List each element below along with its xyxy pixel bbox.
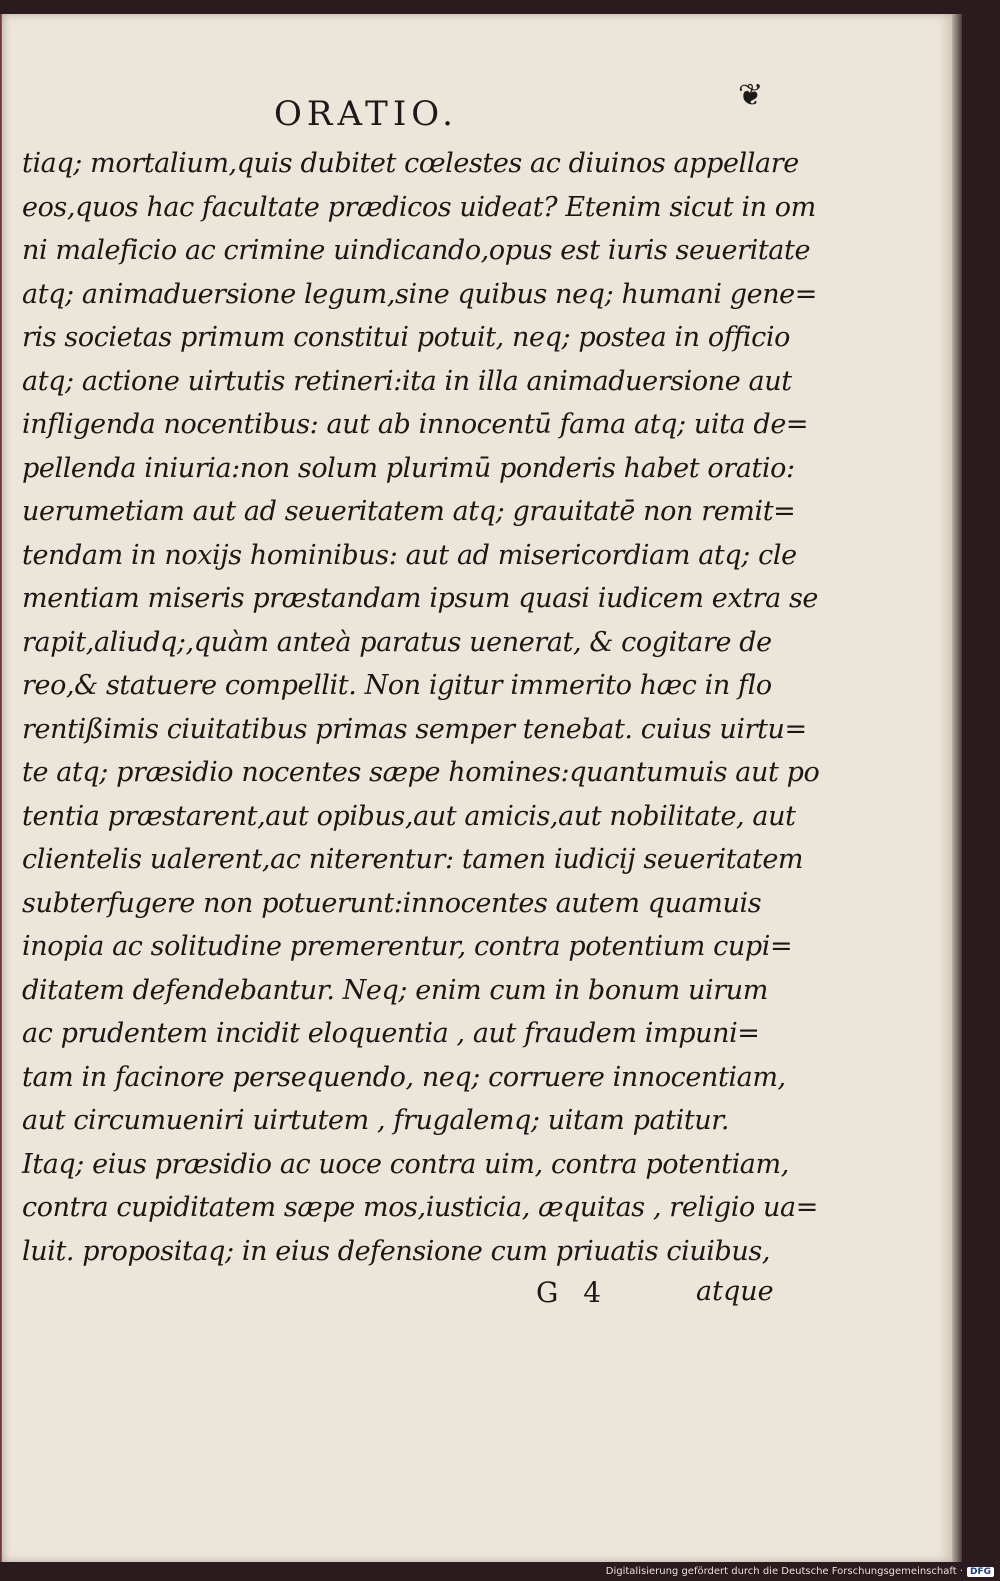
catchword: atque <box>696 1276 774 1307</box>
text-line: rentißimis ciuitatibus primas semper tenebat. cuius uirtu= <box>22 713 807 745</box>
text-line: infligenda nocentibus: aut ab innocentū fama atq; uita de= <box>22 409 809 440</box>
text-line: rapit,aliudq;,quàm anteà paratus uenerat, & cogitare de <box>22 626 772 658</box>
footer-credit-text: Digitalisierung gefördert durch die Deutsche Forschungsgemeinschaft · <box>605 1566 963 1577</box>
text-line: Itaq; eius præsidio ac uoce contra uim, contra potentiam, <box>22 1148 789 1180</box>
text-line: inopia ac solitudine premerentur, contra potentium cupi= <box>22 931 793 962</box>
text-line: te atq; præsidio nocentes sæpe homines:quantumuis aut po <box>22 757 820 788</box>
text-line: eos,quos hac facultate prædicos uideat? Etenim sicut in om <box>22 191 816 223</box>
footer-credit <box>606 1566 994 1577</box>
text-line: luit. propositaq; in eius defensione cum priuatis ciuibus, <box>22 1235 771 1267</box>
dfg-logo: DFG <box>967 1567 994 1577</box>
running-head: ORATIO. <box>274 94 458 134</box>
text-line: pellenda iniuria:non solum plurimū ponderis habet oratio: <box>22 452 795 484</box>
fleuron-ornament: ❦ <box>738 78 764 113</box>
text-line: ris societas primum constitui potuit, neq; postea in officio <box>22 322 790 353</box>
text-line: clientelis ualerent,ac niterentur: tamen iudicij seueritatem <box>22 844 804 875</box>
text-line: reo,& statuere compellit. Non igitur immerito hæc in flo <box>22 670 772 701</box>
text-line: tendam in noxijs hominibus: aut ad misericordiam atq; cle <box>22 539 797 571</box>
book-page <box>2 14 952 1562</box>
text-line: ni maleficio ac crimine uindicando,opus est iuris seueritate <box>22 235 811 266</box>
text-line: ac prudentem incidit eloquentia , aut fraudem impuni= <box>22 1018 760 1049</box>
page-edge-shadow <box>952 14 962 1562</box>
text-block <box>22 142 820 1273</box>
text-line: contra cupiditatem sæpe mos,iusticia, æquitas , religio ua= <box>22 1192 818 1223</box>
text-line: mentiam miseris præstandam ipsum quasi iudicem extra se <box>22 583 819 614</box>
text-line: tentia præstarent,aut opibus,aut amicis,aut nobilitate, aut <box>22 800 796 832</box>
text-line: aut circumueniri uirtutem , frugalemq; uitam patitur. <box>22 1105 729 1136</box>
text-line: tam in facinore persequendo, neq; corruere innocentiam, <box>22 1061 786 1093</box>
text-line: tiaq; mortalium,quis dubitet cœlestes ac diuinos appellare <box>22 148 799 179</box>
text-line: subterfugere non potuerunt:innocentes autem quamuis <box>22 887 762 919</box>
text-line: ditatem defendebantur. Neq; enim cum in bonum uirum <box>22 974 768 1006</box>
signature-mark: G 4 <box>536 1276 610 1309</box>
text-line: atq; actione uirtutis retineri:ita in illa animaduersione aut <box>22 365 792 397</box>
text-line: atq; animaduersione legum,sine quibus neq; humani gene= <box>22 278 817 310</box>
text-line: uerumetiam aut ad seueritatem atq; grauitatē non remit= <box>22 496 796 527</box>
